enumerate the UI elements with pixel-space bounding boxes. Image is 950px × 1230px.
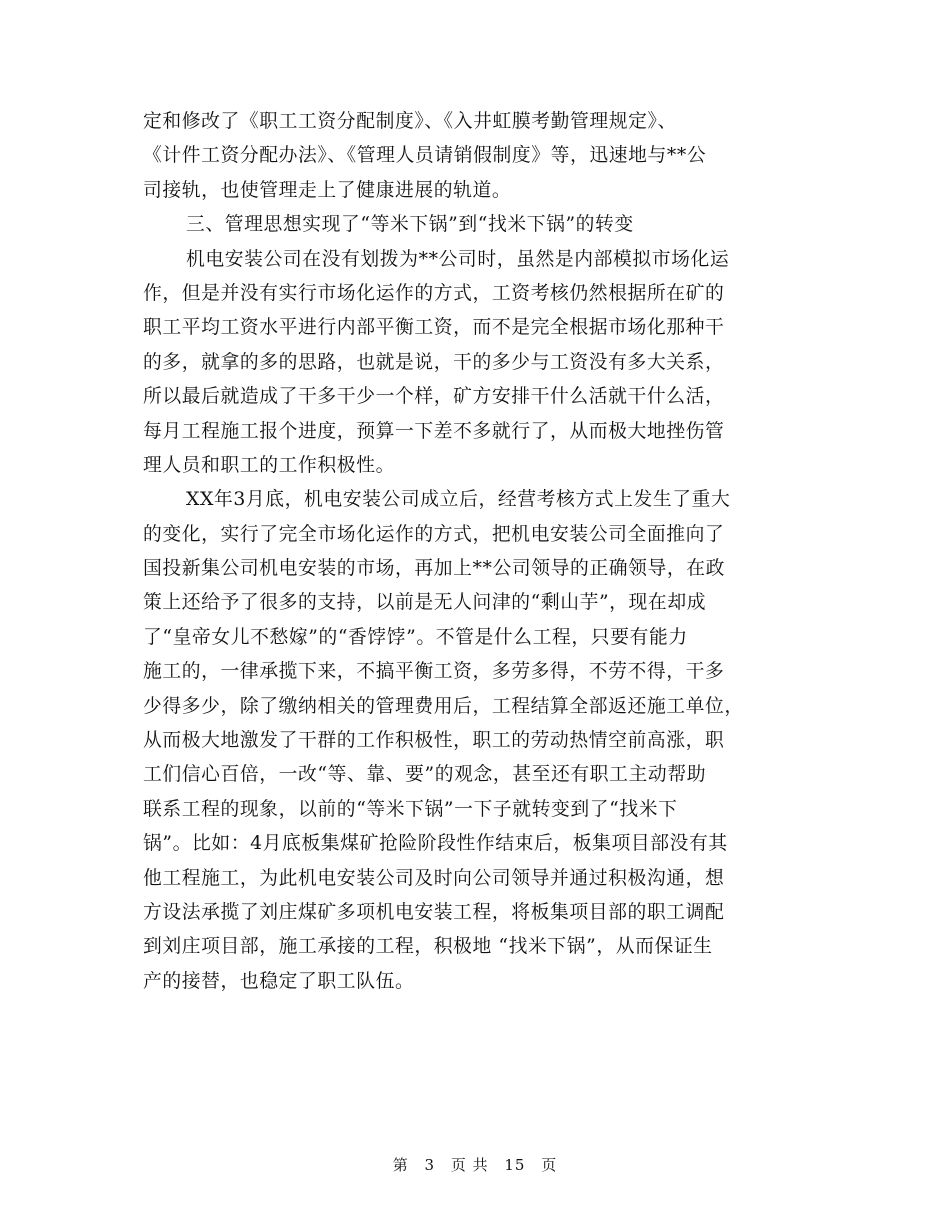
section-heading: 三、管理思想实现了“等米下锅”到“找米下锅”的转变 (186, 214, 634, 236)
text-line: 了“皇帝女儿不愁嫁”的“香饽饽”。不管是什么工程，只要有能力 (143, 626, 688, 648)
text-line: 方设法承揽了刘庄煤矿多项机电安装工程，将板集项目部的职工调配 (143, 901, 725, 923)
text-line: 职工平均工资水平进行内部平衡工资，而不是完全根据市场化那种干 (143, 317, 725, 339)
text-line: 工们信心百倍，一改“等、靠、要”的观念，甚至还有职工主动帮助 (143, 764, 707, 786)
text-line: 施工的，一律承揽下来，不搞平衡工资，多劳多得，不劳不得，干多 (143, 661, 725, 683)
text-line: 的变化，实行了完全市场化运作的方式，把机电安装公司全面推向了 (143, 523, 725, 545)
text-line: 国投新集公司机电安装的市场，再加上**公司领导的正确领导，在政 (143, 558, 726, 580)
text-line: 从而极大地激发了干群的工作积极性，职工的劳动热情空前高涨，职 (143, 730, 725, 752)
text-line: 的多，就拿的多的思路，也就是说，干的多少与工资没有多大关系， (143, 351, 725, 373)
text-line: 策上还给予了很多的支持，以前是无人问津的“剩山芋”，现在却成 (143, 592, 707, 614)
text-line: 作，但是并没有实行市场化运作的方式，工资考核仍然根据所在矿的 (143, 282, 725, 304)
footer-current-page: 3 (424, 1156, 436, 1174)
text-line: 少得多少，除了缴纳相关的管理费用后，工程结算全部返还施工单位， (143, 695, 744, 717)
text-line: 司接轨，也使管理走上了健康进展的轨道。 (143, 179, 512, 201)
text-line: 锅”。比如：4月底板集煤矿抢险阶段性作结束后，板集项目部没有其 (143, 833, 728, 855)
text-line: 联系工程的现象，以前的“等米下锅”一下子就转变到了“找米下 (143, 798, 678, 820)
footer-prefix: 第 (392, 1156, 409, 1174)
text-line: 理人员和职工的工作积极性。 (143, 454, 395, 476)
text-line: 他工程施工，为此机电安装公司及时向公司领导并通过积极沟通，想 (143, 867, 725, 889)
footer-middle: 页 共 (450, 1156, 489, 1174)
page-footer (0, 1154, 950, 1175)
footer-total-pages: 15 (504, 1156, 526, 1174)
body-text (143, 105, 823, 999)
text-line: 定和修改了《职工工资分配制度》、《入井虹膜考勤管理规定》、 (143, 111, 677, 132)
text-line: 产的接替，也稳定了职工队伍。 (143, 970, 415, 992)
text-line: 到刘庄项目部，施工承接的工程，积极地 “找米下锅”，从而保证生 (143, 936, 713, 958)
text-line: 所以最后就造成了干多干少一个样，矿方安排干什么活就干什么活， (143, 386, 725, 408)
text-line: 每月工程施工报个进度，预算一下差不多就行了，从而极大地挫伤管 (143, 420, 725, 442)
footer-suffix: 页 (541, 1156, 558, 1174)
text-line: 机电安装公司在没有划拨为**公司时，虽然是内部模拟市场化运 (186, 248, 730, 270)
text-line: 《计件工资分配办法》、《管理人员请销假制度》等，迅速地与**公 (143, 145, 707, 167)
text-line: XX年3月底，机电安装公司成立后，经营考核方式上发生了重大 (186, 489, 731, 511)
